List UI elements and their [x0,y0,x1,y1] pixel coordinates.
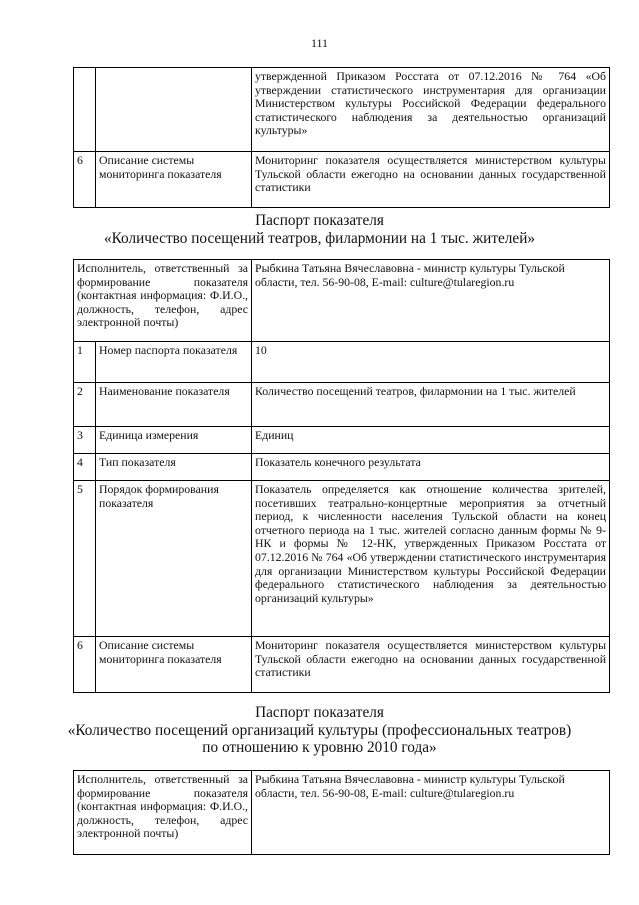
row-label: Номер паспорта показателя [96,342,252,383]
table-row [74,454,610,481]
passport-title: Паспорт показателя [255,212,384,229]
row-label [96,68,252,152]
row-value: Показатель определяется как отношение количества зрителей, посетивших театрально-концертные мероприятия за отчетный период, к численности населения Тульской области на конец отчетного периода на 1 тыс. жителей согласно данным формы № 9-НК и формы № 12-НК, утвержденных Приказом Росстата от 07.12.2016 № 764 «Об утверждении статистического инструментария для организации Министерством культуры Российской Федерации федерального статистического наблюдения за деятельностью организаций культуры» [252,481,610,637]
row-number: 3 [74,427,96,454]
table-row [74,152,610,208]
executor-value: Рыбкина Татьяна Вячеславовна - министр культуры Тульской области, тел. 56-90-08, E-mail: culture@tularegion.ru [252,771,610,855]
executor-label: Исполнитель, ответственный за формирование показателя (контактная информация: Ф.И.О., должность, телефон, адрес электронной почты) [74,771,252,855]
executor-row [74,260,610,342]
passport-2-heading [0,704,639,757]
row-label: Описание системы мониторинга показателя [96,637,252,693]
continuation-table [73,67,610,208]
table-row [74,427,610,454]
row-value: Мониторинг показателя осуществляется министерством культуры Тульской области ежегодно на основании данных государственной статистики [252,637,610,693]
executor-row [74,771,610,855]
row-label: Описание системы мониторинга показателя [96,152,252,208]
executor-value: Рыбкина Татьяна Вячеславовна - министр культуры Тульской области, тел. 56-90-08, E-mail: culture@tularegion.ru [252,260,610,342]
row-value: утвержденной Приказом Росстата от 07.12.2016 № 764 «Об утверждении статистического инструментария для организации Министерством культуры Российской Федерации федерального статистического наблюдения за деятельностью организаций культуры» [252,68,610,152]
row-label: Единица измерения [96,427,252,454]
row-label: Наименование показателя [96,383,252,427]
passport-1-table [73,259,610,693]
row-value: Показатель конечного результата [252,454,610,481]
row-value: Количество посещений театров, филармонии на 1 тыс. жителей [252,383,610,427]
passport-subtitle-line-1: «Количество посещений организаций культуры (профессиональных театров) [67,721,572,739]
row-number: 6 [74,637,96,693]
table-row [74,637,610,693]
passport-subtitle-line-2: по отношению к уровню 2010 года» [202,739,437,756]
passport-title: Паспорт показателя [255,704,384,721]
row-number: 2 [74,383,96,427]
table-row [74,68,610,152]
table-row [74,481,610,637]
row-number: 5 [74,481,96,637]
row-number [74,68,96,152]
executor-label: Исполнитель, ответственный за формирование показателя (контактная информация: Ф.И.О., должность, телефон, адрес электронной почты) [74,260,252,342]
row-value: Мониторинг показателя осуществляется министерством культуры Тульской области ежегодно на основании данных государственной статистики [252,152,610,208]
table-row [74,342,610,383]
row-value: Единиц [252,427,610,454]
passport-subtitle: «Количество посещений театров, филармонии на 1 тыс. жителей» [103,229,536,247]
row-number: 1 [74,342,96,383]
passport-1-heading [0,212,639,247]
table-row [74,383,610,427]
row-number: 6 [74,152,96,208]
page-number: 111 [310,36,329,50]
row-value: 10 [252,342,610,383]
row-label: Тип показателя [96,454,252,481]
row-number: 4 [74,454,96,481]
row-label: Порядок формирования показателя [96,481,252,637]
passport-2-table [73,770,610,855]
